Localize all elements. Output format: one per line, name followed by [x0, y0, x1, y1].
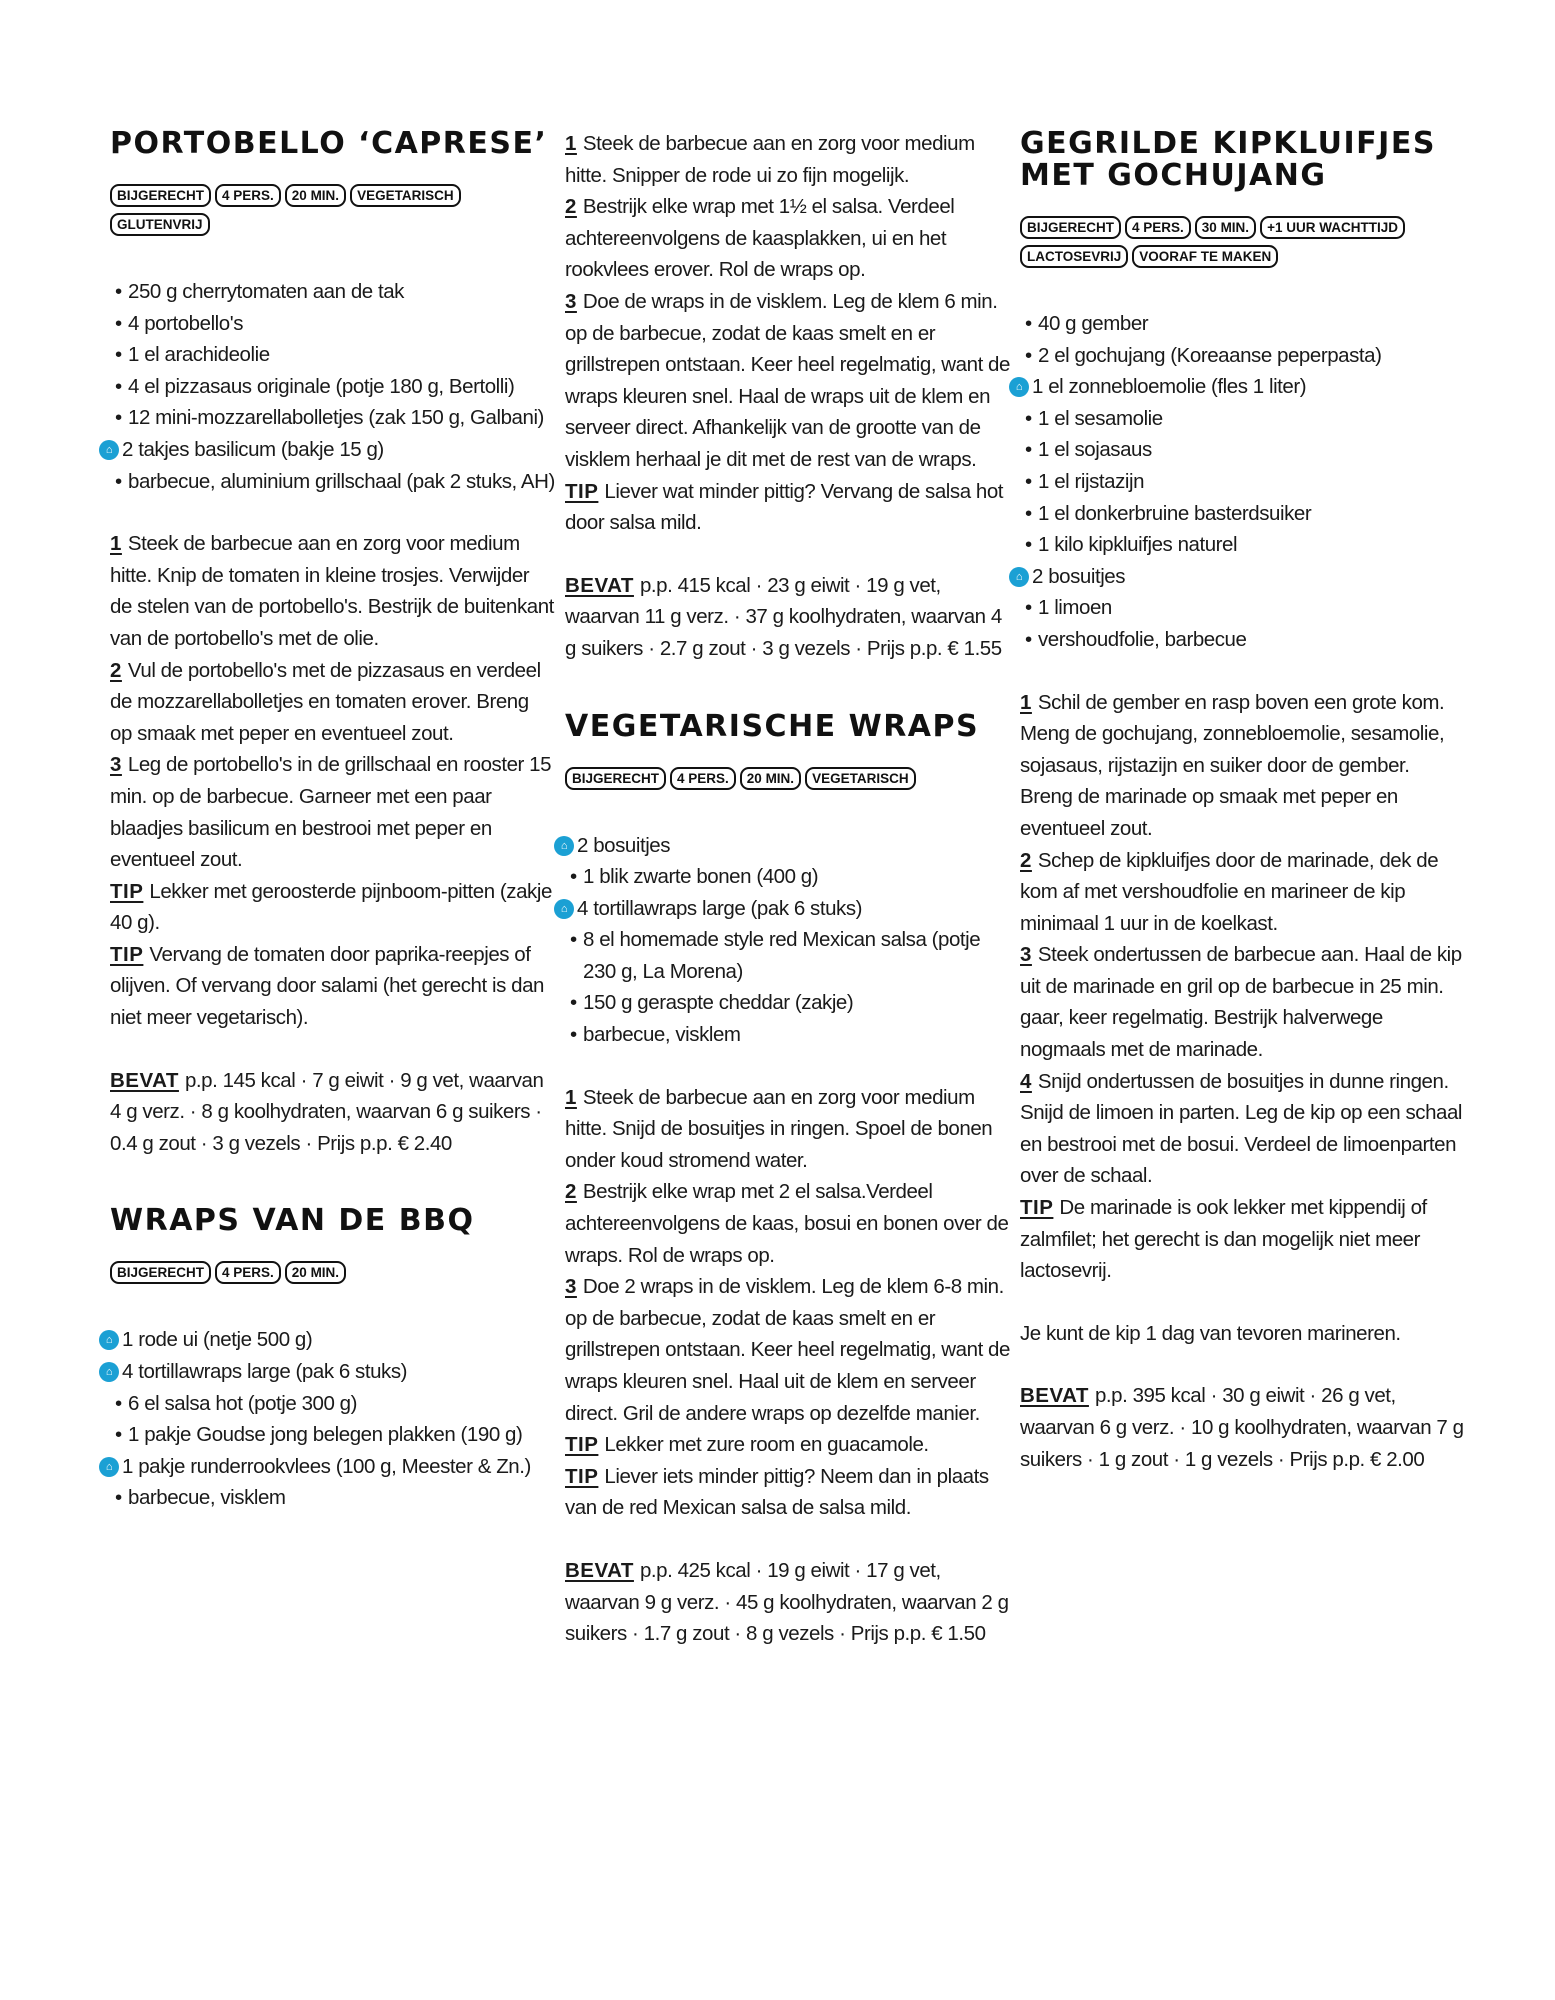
method-step	[1020, 845, 1465, 940]
column-3	[1015, 126, 1465, 1521]
ingredient-item	[1020, 498, 1465, 530]
tip-text: Liever iets minder pittig? Neem dan in plaats van de red Mexican salsa de salsa mild.	[565, 1464, 989, 1520]
ingredient-text: 2 takjes basilicum (bakje 15 g)	[122, 437, 384, 461]
step-number: 1	[565, 132, 577, 155]
tip-label: TIP	[110, 879, 144, 903]
method-step	[110, 749, 555, 875]
ingredient-item	[110, 276, 555, 308]
ingredient-item	[105, 1356, 555, 1388]
recipe-tag: 4 PERS.	[215, 1261, 281, 1284]
step-text: Steek de barbecue aan en zorg voor medium hitte. Snipper de rode ui zo fijn mogelijk.	[565, 132, 975, 187]
step-text: Steek de barbecue aan en zorg voor medium hitte. Knip de tomaten in kleine trosjes. Verwijder de stelen van de portobello's. Bestrijk de buitenkant van de portobello's met de olie.	[110, 532, 554, 650]
tip-text: Vervang de tomaten door paprika-reepjes of olijven. Of vervang door salami (het gerecht is dan niet meer vegetarisch).	[110, 942, 544, 1030]
note-line: Je kunt de kip 1 dag van tevoren marineren.	[1020, 1321, 1401, 1345]
ingredient-item	[565, 1019, 1010, 1051]
bevat-label: BEVAT	[1020, 1384, 1089, 1408]
method-step	[565, 128, 1010, 191]
ah-logo-icon: ⌂	[99, 1362, 119, 1382]
recipe-block	[105, 126, 555, 1159]
tip-label: TIP	[110, 942, 144, 966]
tip-label: TIP	[565, 479, 599, 503]
step-number: 1	[565, 1085, 577, 1109]
ingredient-item	[1020, 529, 1465, 561]
recipe-tag: 30 MIN.	[1195, 216, 1256, 239]
nutrition-text: p.p. 145 kcal · 7 g eiwit · 9 g vet, waarvan 4 g verz. · 8 g koolhydraten, waarvan 6 g suikers · 0.4 g zout · 3 g vezels · Prijs p.p. € 2.40	[110, 1068, 544, 1155]
method-step	[565, 1082, 1010, 1177]
tip-line	[565, 476, 1010, 539]
recipe-block	[565, 128, 1010, 665]
step-number: 3	[565, 289, 577, 313]
ingredient-text: 1 pakje Goudse jong belegen plakken (190 g)	[128, 1423, 523, 1447]
ingredient-item	[1020, 466, 1465, 498]
recipe-tag: BIJGERECHT	[110, 184, 211, 207]
method-steps	[1020, 687, 1465, 1287]
ingredient-item	[110, 339, 555, 371]
recipe-tag: VEGETARISCH	[805, 767, 916, 790]
recipe-tag: 4 PERS.	[215, 184, 281, 207]
recipe-block	[1015, 126, 1465, 1475]
recipe-tag: 4 PERS.	[1125, 216, 1191, 239]
recipe-tag: 20 MIN.	[740, 767, 801, 790]
ingredient-item	[1020, 592, 1465, 624]
ingredient-text: 150 g geraspte cheddar (zakje)	[583, 991, 854, 1015]
method-step	[565, 1176, 1010, 1271]
step-text: Steek de barbecue aan en zorg voor medium hitte. Snijd de bosuitjes in ringen. Spoel de bonen onder koud stromend water.	[565, 1085, 993, 1172]
ingredient-text: 4 el pizzasaus originale (potje 180 g, Bertolli)	[128, 374, 515, 398]
step-number: 2	[110, 658, 122, 682]
recipe-title: VEGETARISCHE WRAPS	[565, 708, 980, 744]
ingredient-text: 4 tortillawraps large (pak 6 stuks)	[577, 896, 863, 920]
recipe-tag: +1 UUR WACHTTIJD	[1260, 216, 1405, 239]
recipe-tag: BIJGERECHT	[565, 767, 666, 790]
method-step	[1020, 687, 1465, 845]
ingredient-item	[565, 924, 1010, 987]
step-text: Snijd ondertussen de bosuitjes in dunne ringen. Snijd de limoen in parten. Leg de kip op een schaal en bestrooi met de bosui. Verdeel de limoenparten over de schaal.	[1020, 1069, 1463, 1188]
column-2	[560, 128, 1010, 1696]
method-step	[565, 191, 1010, 286]
tip-text: De marinade is ook lekker met kippendij of zalmfilet; het gerecht is dan mogelijk niet meer lactosevrij.	[1020, 1196, 1427, 1283]
recipe-block	[105, 1203, 555, 1514]
bevat-label: BEVAT	[565, 573, 634, 597]
step-number: 3	[1020, 943, 1032, 967]
ah-logo-icon: ⌂	[99, 1330, 119, 1350]
nutrition-text: p.p. 425 kcal · 19 g eiwit · 17 g vet, waarvan 9 g verz. · 45 g koolhydraten, waarvan 2 g suikers · 1.7 g zout · 8 g vezels · Prijs p.p. € 1.50	[565, 1558, 1009, 1646]
ingredient-text: barbecue, visklem	[583, 1023, 741, 1047]
ingredient-list	[105, 1324, 555, 1514]
ingredient-item	[565, 861, 1010, 893]
step-number: 1	[1020, 690, 1032, 714]
ingredient-text: 1 el rijstazijn	[1038, 469, 1145, 493]
recipe-title: GEGRILDE KIPKLUIFJES MET GOCHUJANG	[1020, 126, 1436, 193]
ingredient-text: 1 kilo kipkluifjes naturel	[1038, 533, 1238, 557]
ingredient-list	[105, 276, 555, 497]
step-number: 2	[565, 195, 577, 219]
ingredient-text: 4 portobello's	[128, 311, 243, 335]
step-number: 4	[1020, 1069, 1032, 1093]
bevat-label: BEVAT	[110, 1068, 179, 1092]
ingredient-text: 2 el gochujang (Koreaanse peperpasta)	[1038, 343, 1382, 367]
ingredient-text: 1 blik zwarte bonen (400 g)	[583, 865, 819, 889]
tip-text: Lekker met zure room en guacamole.	[604, 1433, 929, 1457]
recipe-tag: BIJGERECHT	[1020, 216, 1121, 239]
recipe-title: PORTOBELLO ‘CAPRESE’	[110, 126, 548, 161]
tip-label: TIP	[1020, 1196, 1054, 1220]
step-text: Doe de wraps in de visklem. Leg de klem 6 min. op de barbecue, zodat de kaas smelt en er grillstrepen ontstaan. Keer heel regelmatig, want de wraps kleuren snel. Haal de wraps uit de klem en serveer direct. Afhankelijk van de grootte van de visklem herhaal je dit met de rest van de wraps.	[565, 289, 1010, 471]
ingredient-item	[1020, 340, 1465, 372]
tip-label: TIP	[565, 1464, 599, 1488]
ingredient-text: 1 limoen	[1038, 596, 1112, 620]
ingredient-item	[1015, 371, 1465, 403]
ah-logo-icon: ⌂	[1009, 567, 1029, 587]
column-1	[105, 126, 555, 1560]
ah-logo-icon: ⌂	[554, 836, 574, 856]
method-steps	[110, 528, 555, 1034]
ingredient-text: vershoudfolie, barbecue	[1038, 627, 1247, 651]
recipe-tag: LACTOSEVRIJ	[1020, 245, 1128, 268]
tip-line	[1020, 1192, 1465, 1287]
recipe-tag: GLUTENVRIJ	[110, 213, 210, 236]
tip-line	[110, 939, 555, 1034]
ingredient-text: 250 g cherrytomaten aan de tak	[128, 280, 404, 303]
ingredient-item	[1020, 624, 1465, 656]
recipe-tag: 20 MIN.	[285, 1261, 346, 1284]
recipe-tag: VEGETARISCH	[350, 184, 461, 207]
method-step	[565, 286, 1010, 476]
ingredient-text: 6 el salsa hot (potje 300 g)	[128, 1391, 357, 1415]
recipe-tag: 4 PERS.	[670, 767, 736, 790]
nutrition-info	[110, 1065, 555, 1160]
ingredient-item	[105, 434, 555, 466]
step-text: Leg de portobello's in de grillschaal en rooster 15 min. op de barbecue. Garneer met een paar blaadjes basilicum en bestrooi met peper en eventueel zout.	[110, 753, 552, 872]
step-number: 2	[565, 1180, 577, 1204]
ingredient-list	[560, 830, 1010, 1051]
ingredient-text: 4 tortillawraps large (pak 6 stuks)	[122, 1360, 408, 1384]
ingredient-item	[110, 466, 555, 498]
ingredient-text: 1 el zonnebloemolie (fles 1 liter)	[1032, 375, 1307, 399]
ingredient-item	[110, 1388, 555, 1420]
ingredient-text: 1 el sesamolie	[1038, 406, 1163, 430]
ingredient-item	[105, 1451, 555, 1483]
ingredient-text: 12 mini-mozzarellabolletjes (zak 150 g, Galbani)	[128, 406, 544, 430]
step-text: Vul de portobello's met de pizzasaus en verdeel de mozzarellabolletjes en tomaten erover. Breng op smaak met peper en eventueel zout.	[110, 658, 541, 745]
ingredient-text: 2 bosuitjes	[1032, 564, 1126, 588]
nutrition-info	[565, 1555, 1010, 1650]
ingredient-text: 1 el donkerbruine basterdsuiker	[1038, 501, 1312, 525]
recipe-tag: VOORAF TE MAKEN	[1132, 245, 1278, 268]
step-number: 3	[110, 753, 122, 777]
method-step	[110, 655, 555, 750]
method-steps	[565, 1082, 1010, 1524]
tip-line	[110, 876, 555, 939]
step-text: Bestrijk elke wrap met 1½ el salsa. Verdeel achtereenvolgens de kaasplakken, ui en het rookvlees erover. Rol de wraps op.	[565, 195, 955, 282]
method-steps	[565, 128, 1010, 539]
ingredient-item	[110, 402, 555, 434]
step-text: Schil de gember en rasp boven een grote kom. Meng de gochujang, zonnebloemolie, sesamolie, sojasaus, rijstazijn en suiker door de gember. Breng de marinade op smaak met peper en eventueel zout.	[1020, 690, 1445, 840]
ingredient-item	[110, 371, 555, 403]
nutrition-info	[1020, 1380, 1465, 1475]
ah-logo-icon: ⌂	[554, 899, 574, 919]
ingredient-item	[1020, 308, 1465, 340]
ingredient-text: 1 rode ui (netje 500 g)	[122, 1328, 313, 1352]
recipe-title: WRAPS VAN DE BBQ	[110, 1203, 475, 1239]
ah-logo-icon: ⌂	[99, 440, 119, 460]
ingredient-item	[1020, 403, 1465, 435]
step-number: 3	[565, 1275, 577, 1299]
method-step	[565, 1271, 1010, 1429]
ingredient-item	[1020, 434, 1465, 466]
step-text: Bestrijk elke wrap met 2 el salsa.Verdeel achtereenvolgens de kaas, bosui en bonen over de wraps. Rol de wraps op.	[565, 1180, 1009, 1267]
step-number: 2	[1020, 848, 1032, 872]
ingredient-item	[110, 1482, 555, 1514]
ah-logo-icon: ⌂	[1009, 377, 1029, 397]
tag-list	[1020, 216, 1460, 268]
ingredient-text: 1 pakje runderrookvlees (100 g, Meester & Zn.)	[122, 1454, 531, 1478]
method-step	[110, 528, 555, 654]
nutrition-text: p.p. 395 kcal · 30 g eiwit · 26 g vet, waarvan 6 g verz. · 10 g koolhydraten, waarvan 7 g suikers · 1 g zout · 1 g vezels · Prijs p.p. € 2.00	[1020, 1384, 1464, 1471]
tip-text: Lekker met geroosterde pijnboom-pitten (zakje 40 g).	[110, 879, 552, 935]
ingredient-item	[1015, 561, 1465, 593]
ingredient-item	[560, 830, 1010, 862]
ingredient-item	[110, 1419, 555, 1451]
tip-line	[565, 1429, 1010, 1461]
step-text: Schep de kipkluifjes door de marinade, dek de kom af met vershoudfolie en marineer de kip minimaal 1 uur in de koelkast.	[1020, 848, 1439, 935]
ingredient-text: 2 bosuitjes	[577, 833, 671, 857]
step-text: Doe 2 wraps in de visklem. Leg de klem 6-8 min. op de barbecue, zodat de kaas smelt en er grillstrepen ontstaan. Keer heel regelmatig, want de wraps kleuren snel. Haal uit de klem en serveer direct. Gril de andere wraps op dezelfde manier.	[565, 1275, 1010, 1425]
ingredient-text: barbecue, visklem	[128, 1486, 286, 1510]
ingredient-list	[1015, 308, 1465, 656]
tip-text: Liever wat minder pittig? Vervang de salsa hot door salsa mild.	[565, 479, 1004, 535]
ingredient-text: 8 el homemade style red Mexican salsa (potje 230 g, La Morena)	[583, 928, 981, 983]
tip-line	[565, 1461, 1010, 1524]
ingredient-item	[105, 1324, 555, 1356]
ingredient-item	[110, 308, 555, 340]
step-text: Steek ondertussen de barbecue aan. Haal de kip uit de marinade en gril op de barbecue in 25 min. gaar, keer regelmatig. Bestrijk halverwege nogmaals met de marinade.	[1020, 943, 1462, 1062]
recipe-block	[560, 708, 1010, 1650]
ingredient-text: barbecue, aluminium grillschaal (pak 2 stuks, AH)	[128, 469, 555, 493]
nutrition-info	[565, 570, 1010, 665]
recipe-tag: 20 MIN.	[285, 184, 346, 207]
tag-list	[110, 184, 550, 236]
ingredient-text: 1 el arachideolie	[128, 343, 270, 367]
ah-logo-icon: ⌂	[99, 1457, 119, 1477]
step-number: 1	[110, 532, 122, 556]
tag-list	[110, 1261, 550, 1284]
ingredient-text: 1 el sojasaus	[1038, 438, 1152, 462]
method-step	[1020, 939, 1465, 1065]
bevat-label: BEVAT	[565, 1558, 634, 1582]
method-step	[1020, 1066, 1465, 1192]
ingredient-text: 40 g gember	[1038, 312, 1149, 335]
ingredient-item	[565, 987, 1010, 1019]
ingredient-item	[560, 893, 1010, 925]
tip-label: TIP	[565, 1433, 599, 1457]
tag-list	[565, 767, 1005, 790]
recipe-tag: BIJGERECHT	[110, 1261, 211, 1284]
nutrition-text: p.p. 415 kcal · 23 g eiwit · 19 g vet, waarvan 11 g verz. · 37 g koolhydraten, waarvan 4 g suikers · 2.7 g zout · 3 g vezels · Prijs p.p. € 1.55	[565, 573, 1002, 660]
